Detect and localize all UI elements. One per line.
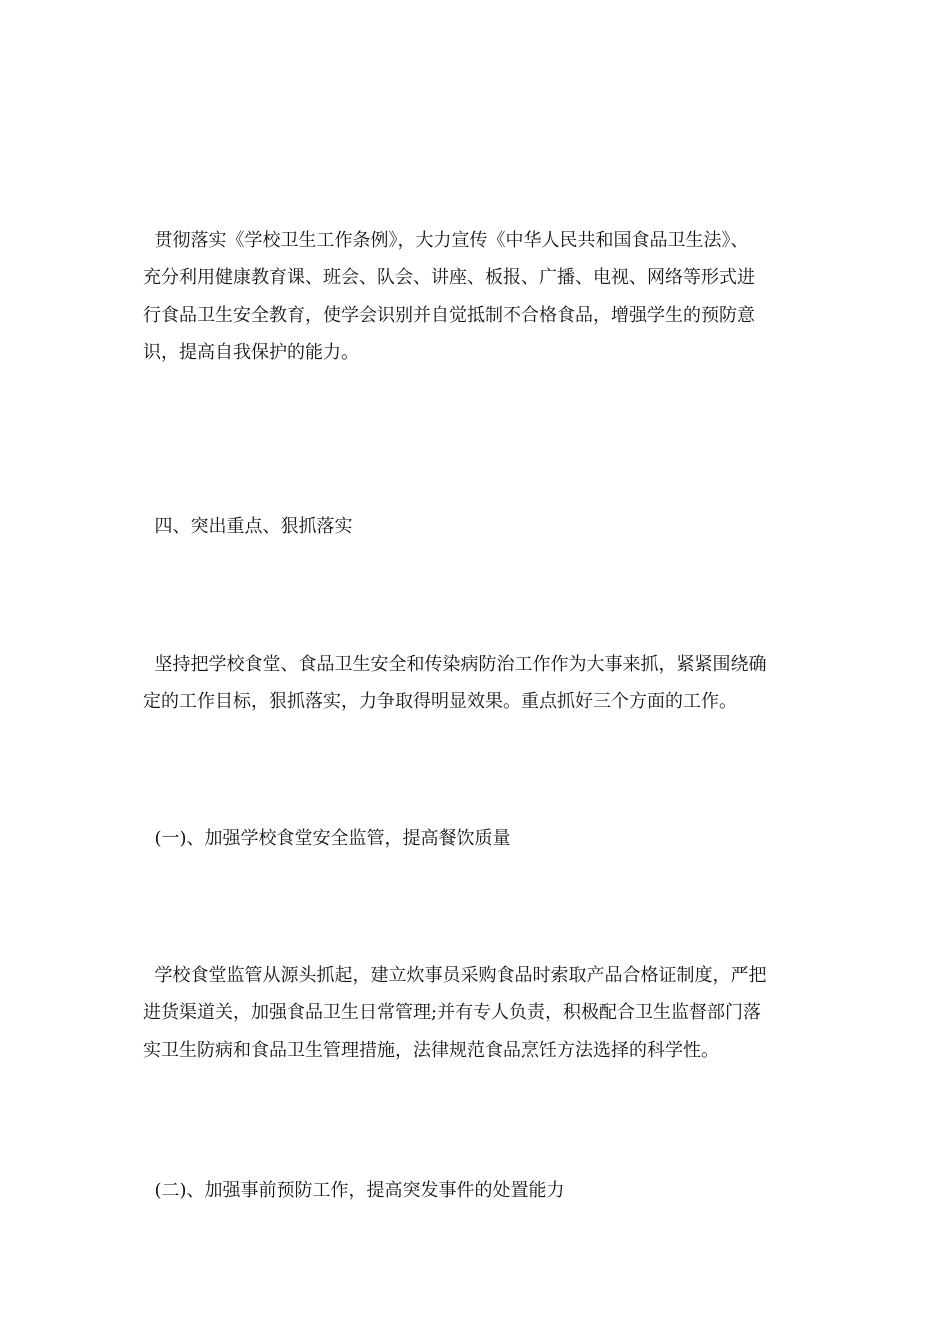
- paragraph-key-focus: [143, 646, 811, 721]
- subheading-one: (一)、加强学校食堂安全监管，提高餐饮质量: [143, 828, 511, 849]
- subheading-two: (二)、加强事前预防工作，提高突发事件的处置能力: [143, 1180, 565, 1201]
- paragraph-line: 坚持把学校食堂、食品卫生安全和传染病防治工作作为大事来抓，紧紧围绕确: [143, 654, 767, 675]
- paragraph-line: 行食品卫生安全教育，使学会识别并自觉抵制不合格食品，增强学生的预防意: [143, 304, 755, 326]
- paragraph-health-education: [143, 222, 811, 371]
- section-heading-four: 四、突出重点、狠抓落实: [143, 516, 353, 537]
- paragraph-line: 进货渠道关，加强食品卫生日常管理;并有专人负责，积极配合卫生监督部门落: [143, 1002, 762, 1024]
- paragraph-line: 识，提高自我保护的能力。: [143, 341, 359, 363]
- paragraph-canteen-supervision: [143, 957, 811, 1069]
- paragraph-line: 实卫生防病和食品卫生管理措施，法律规范食品烹饪方法选择的科学性。: [143, 1039, 719, 1061]
- paragraph-line: 贯彻落实《学校卫生工作条例》，大力宣传《中华人民共和国食品卫生法》、: [143, 230, 749, 251]
- paragraph-line: 定的工作目标，狠抓落实，力争取得明显效果。重点抓好三个方面的工作。: [143, 691, 737, 713]
- paragraph-line: 充分利用健康教育课、班会、队会、讲座、板报、广播、电视、网络等形式进: [143, 267, 755, 289]
- paragraph-line: 学校食堂监管从源头抓起，建立炊事员采购食品时索取产品合格证制度，严把: [143, 965, 767, 986]
